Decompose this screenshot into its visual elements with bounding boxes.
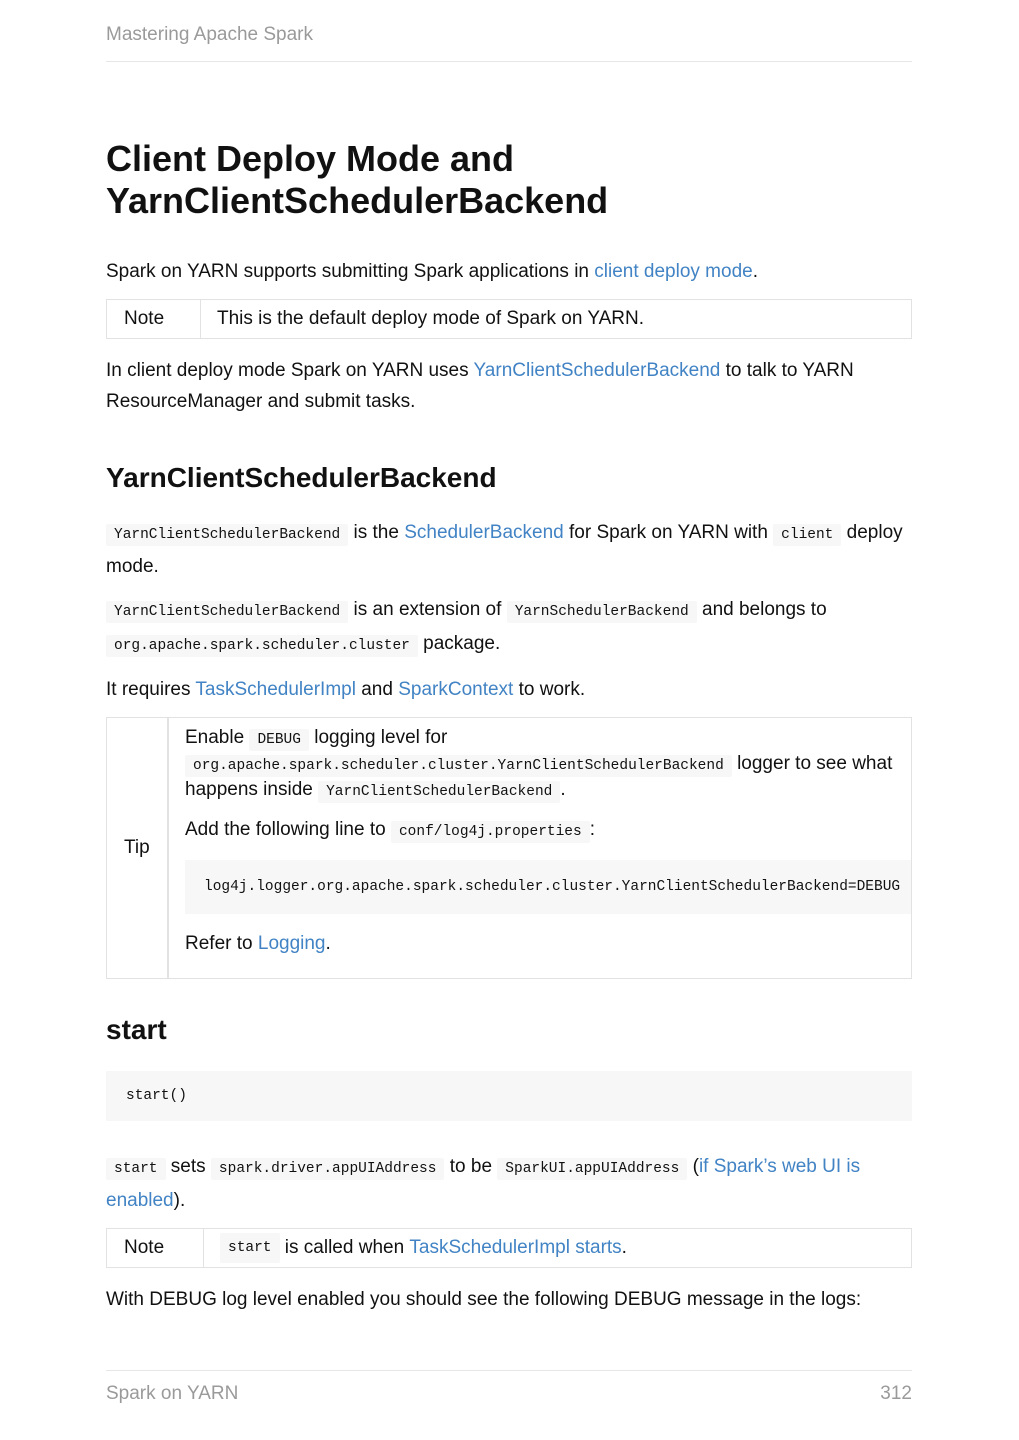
inline-code: YarnClientSchedulerBackend xyxy=(106,524,348,546)
client-mode-text-end: to talk to YARN ResourceManager and submit tasks. xyxy=(106,360,854,412)
log4j-code-block: log4j.logger.org.apache.spark.scheduler.cluster.YarnClientSchedulerBackend=DEBUG xyxy=(185,860,911,914)
inline-code: YarnSchedulerBackend xyxy=(507,601,697,623)
inline-code: spark.driver.appUIAddress xyxy=(211,1158,445,1180)
tip-box xyxy=(106,717,912,979)
start-note-text xyxy=(204,1229,643,1267)
running-footer xyxy=(106,1370,912,1405)
note-text: This is the default deploy mode of Spark on YARN. xyxy=(217,308,645,329)
page-number: 312 xyxy=(880,1383,912,1404)
scheduler-backend-paragraph xyxy=(106,517,912,582)
tip-paragraph-refer xyxy=(185,932,911,956)
requirements-paragraph xyxy=(106,674,912,705)
inline-code: YarnClientSchedulerBackend xyxy=(318,781,560,803)
text: logging level for xyxy=(308,727,448,748)
inline-code: SparkUI.appUIAddress xyxy=(497,1158,687,1180)
text: Refer to xyxy=(185,933,258,954)
start-note-box xyxy=(106,1228,912,1268)
text: . xyxy=(325,933,331,954)
text: ). xyxy=(173,1190,186,1211)
text: to work. xyxy=(513,679,586,700)
text: is an extension of xyxy=(348,599,507,620)
text: It requires xyxy=(106,679,196,700)
tip-paragraph-logging xyxy=(185,726,911,804)
inline-code: start xyxy=(106,1158,166,1180)
start-paragraph xyxy=(106,1151,912,1216)
extension-paragraph xyxy=(106,594,912,662)
footer-section: Spark on YARN xyxy=(106,1383,239,1404)
client-mode-text: In client deploy mode Spark on YARN uses xyxy=(106,360,474,381)
section-heading-start: start xyxy=(106,1014,167,1045)
inline-code: client xyxy=(773,524,841,546)
section-heading-yarn-client-scheduler-backend: YarnClientSchedulerBackend xyxy=(106,462,497,493)
text: Enable xyxy=(185,727,250,748)
text: package. xyxy=(417,633,501,654)
intro-text: Spark on YARN supports submitting Spark applications in xyxy=(106,261,595,282)
text: . xyxy=(621,1237,627,1258)
intro-text-end: . xyxy=(752,261,758,282)
client-mode-paragraph xyxy=(106,355,912,417)
page-title-line2: YarnClientSchedulerBackend xyxy=(106,180,609,221)
inline-code: org.apache.spark.scheduler.cluster xyxy=(106,635,418,657)
page-title-line1: Client Deploy Mode and xyxy=(106,138,515,179)
page xyxy=(106,0,912,1440)
inline-code: conf/log4j.properties xyxy=(391,821,590,843)
task-scheduler-impl-starts-link[interactable]: TaskSchedulerImpl starts xyxy=(409,1237,622,1258)
task-scheduler-impl-link[interactable]: TaskSchedulerImpl xyxy=(195,679,356,700)
intro-paragraph xyxy=(106,256,912,287)
note-label: Note xyxy=(107,300,201,338)
text: ( xyxy=(687,1156,699,1177)
note-box xyxy=(106,299,912,339)
spark-web-ui-link[interactable]: if Spark’s web UI is enabled xyxy=(106,1156,861,1211)
debug-message-paragraph: With DEBUG log level enabled you should see the following DEBUG message in the logs: xyxy=(106,1289,862,1310)
inline-code: YarnClientSchedulerBackend xyxy=(106,601,348,623)
tip-paragraph-config xyxy=(185,818,911,844)
text: for Spark on YARN with xyxy=(563,522,774,543)
text: deploy mode. xyxy=(106,522,903,577)
text: Add the following line to xyxy=(185,819,391,840)
page-title xyxy=(106,138,912,222)
text: is called when xyxy=(279,1237,410,1258)
client-deploy-mode-link[interactable]: client deploy mode xyxy=(594,261,753,282)
text: and belongs to xyxy=(696,599,827,620)
tip-label: Tip xyxy=(107,718,169,978)
text: logger to see what happens inside xyxy=(185,753,893,800)
text: : xyxy=(589,819,595,840)
scheduler-backend-link[interactable]: SchedulerBackend xyxy=(404,522,564,543)
text: to be xyxy=(444,1156,498,1177)
note-label: Note xyxy=(107,1229,204,1267)
text: . xyxy=(560,779,566,800)
logging-link[interactable]: Logging xyxy=(257,933,326,954)
spark-context-link[interactable]: SparkContext xyxy=(398,679,514,700)
text: sets xyxy=(165,1156,211,1177)
yarn-client-scheduler-backend-link[interactable]: YarnClientSchedulerBackend xyxy=(473,360,721,381)
running-header: Mastering Apache Spark xyxy=(106,24,912,62)
content xyxy=(106,138,912,1327)
inline-code: org.apache.spark.scheduler.cluster.YarnClientSchedulerBackend xyxy=(185,755,732,777)
inline-code: DEBUG xyxy=(249,729,309,751)
tip-body xyxy=(169,718,911,978)
text: and xyxy=(355,679,399,700)
text: is the xyxy=(348,522,405,543)
inline-code: start xyxy=(220,1233,280,1263)
start-code-block: start() xyxy=(106,1071,912,1121)
